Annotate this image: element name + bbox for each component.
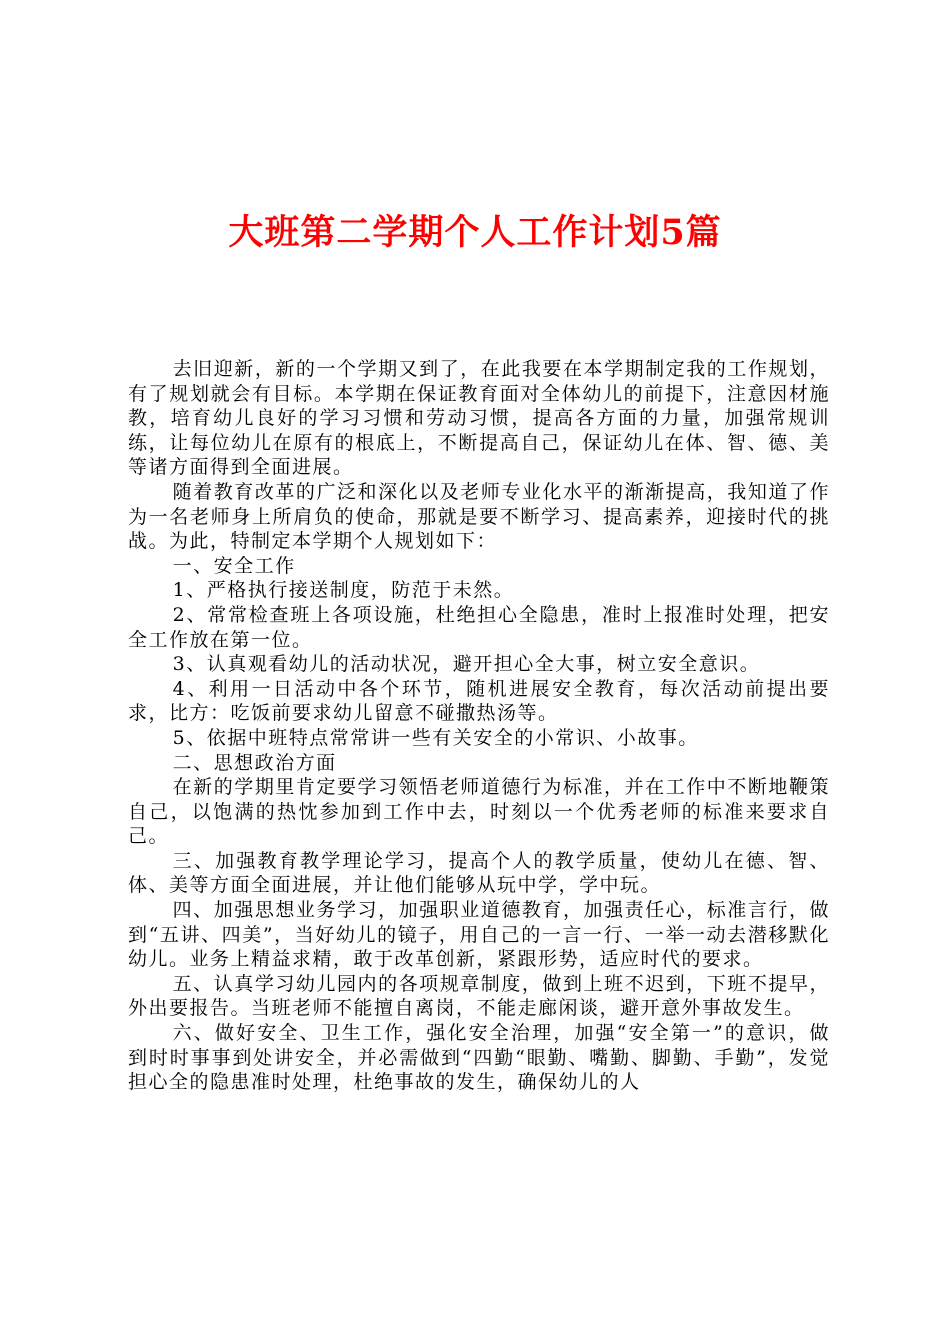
section-heading-safety: 一、安全工作: [172, 554, 296, 577]
paragraph-section-three: 三、加强教育教学理论学习，提高个人的教学质量，使幼儿在德、智、体、美等方面全面进展，并让他们能够从玩中学，学中玩。: [128, 849, 830, 897]
list-item-safety-5: 5、依据中班特点常常讲一些有关安全的小常识、小故事。: [172, 726, 699, 749]
paragraph-section-six: 六、做好安全、卫生工作，强化安全治理，加强“安全第一”的意识，做到时时事事到处讲安全，并必需做到“四勤“眼勤、嘴勤、脚勤、手勤”，发觉担心全的隐患准时处理，杜绝事故的发生，确保幼儿的人: [128, 1022, 830, 1094]
paragraph-section-four: 四、加强思想业务学习，加强职业道德教育，加强责任心，标准言行，做到“五讲、四美”，当好幼儿的镜子，用自己的一言一行、一举一动去潜移默化幼儿。业务上精益求精，敢于改革创新，紧跟形势，适应时代的要求。: [128, 899, 830, 971]
paragraph-section-five: 五、认真学习幼儿园内的各项规章制度，做到上班不迟到，下班不提早，外出要报告。当班老师不能擅自离岗，不能走廊闲谈，避开意外事故发生。: [128, 972, 830, 1020]
section-heading-politics: 二、思想政治方面: [172, 751, 337, 774]
document-title: 大班第二学期个人工作计划5篇: [228, 212, 722, 253]
paragraph-politics: 在新的学期里肯定要学习领悟老师道德行为标准，并在工作中不断地鞭策自己，以饱满的热忱参加到工作中去，时刻以一个优秀老师的标准来要求自己。: [128, 776, 830, 848]
paragraph-intro: 去旧迎新，新的一个学期又到了，在此我要在本学期制定我的工作规划，有了规划就会有目标。本学期在保证教育面对全体幼儿的前提下，注意因材施教，培育幼儿良好的学习习惯和劳动习惯，提高各方面的力量，加强常规训练，让每位幼儿在原有的根底上，不断提高自己，保证幼儿在体、智、德、美等诸方面得到全面进展。: [128, 358, 830, 479]
list-item-safety-1: 1、严格执行接送制度，防范于未然。: [172, 579, 515, 602]
document-body: [128, 357, 830, 1095]
list-item-safety-3: 3、认真观看幼儿的活动状况，避开担心全大事，树立安全意识。: [172, 653, 761, 676]
list-item-safety-2: 2、常常检查班上各项设施，杜绝担心全隐患，准时上报准时处理，把安全工作放在第一位。: [128, 603, 830, 651]
paragraph-mission: 随着教育改革的广泛和深化以及老师专业化水平的渐渐提高，我知道了作为一名老师身上所肩负的使命，那就是要不断学习、提高素养，迎接时代的挑战。为此，特制定本学期个人规划如下：: [128, 480, 830, 553]
list-item-safety-4: 4、利用一日活动中各个环节，随机进展安全教育，每次活动前提出要求，比方：吃饭前要求幼儿留意不碰撒热汤等。: [128, 677, 830, 725]
